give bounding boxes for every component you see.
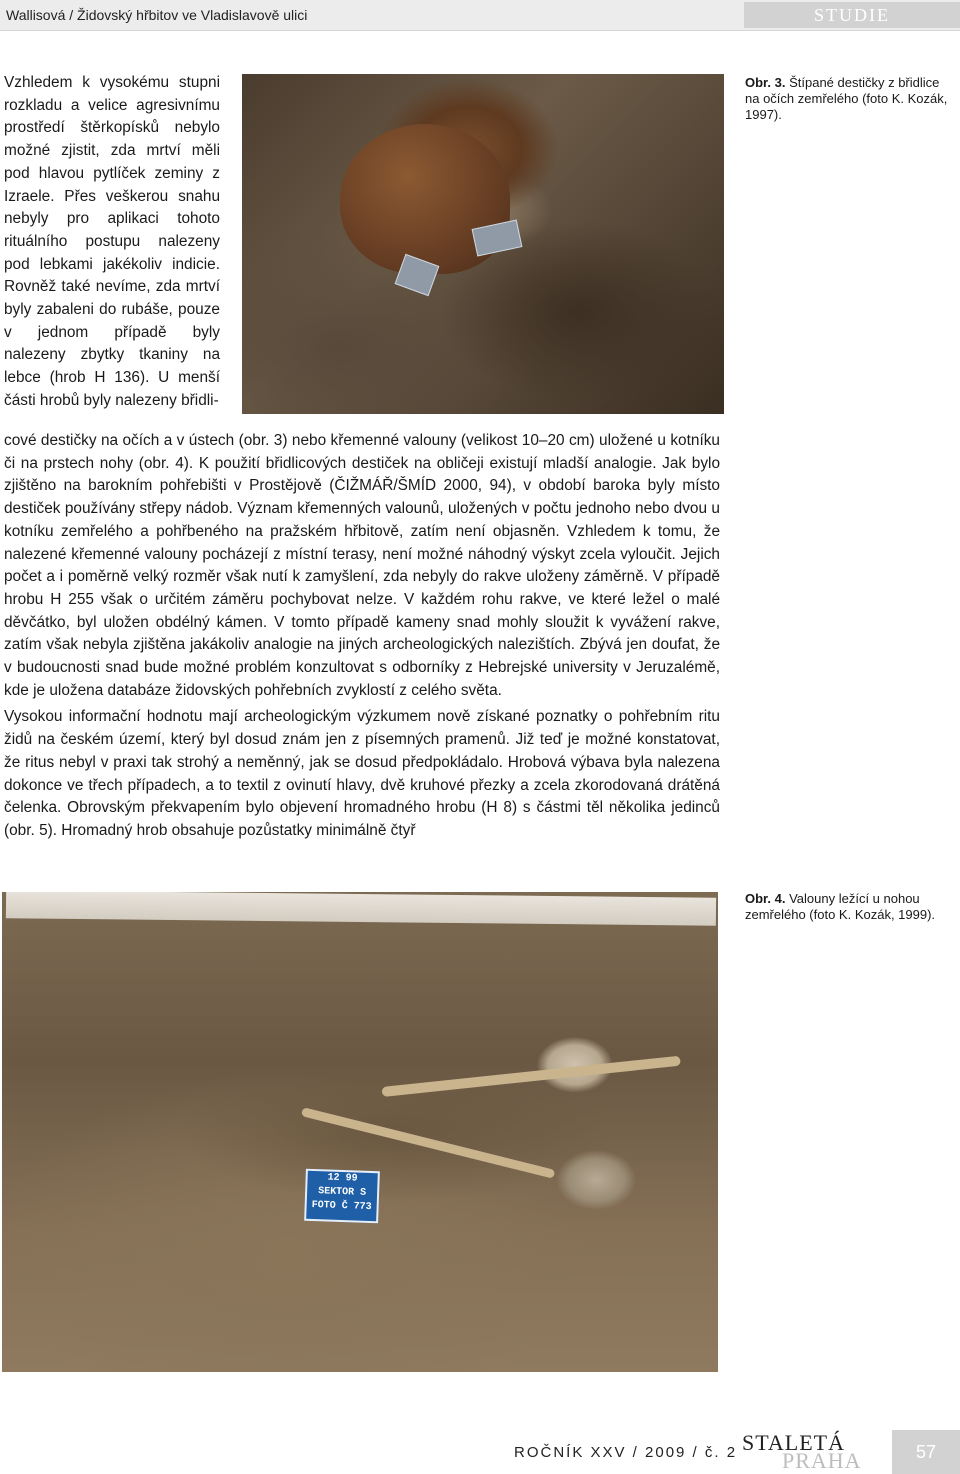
running-title: Wallisová / Židovský hřbitov ve Vladislavově ulici bbox=[6, 7, 308, 23]
volume-info: ROČNÍK XXV / 2009 / č. 2 bbox=[514, 1444, 738, 1461]
figure-4-text: Valouny ležící u nohou zemřelého (foto K. Kozák, 1999). bbox=[745, 891, 936, 922]
figure-4-photo bbox=[2, 892, 718, 1372]
paragraph-2: Vysokou informační hodnotu mají archeologickým výzkumem nově získané poznatky o pohřebním ritu židů na českém území, který byl dosud znám jen z písemných pramenů. Již teď je možné konstatovat, že ritus nebyl v praxi tak strohý a neměnný, jak se dosud předpokládalo. Hrobová výbava byla nalezena dokonce ve třech případech, a to textil z ovinutí hlavy, dvě kruhové přezky a zcela zkorodovaná drátěná čelenka. Obrovským překvapením bylo objevení hromadného hrobu (H 8) s částmi těl několika jedinců (obr. 5). Hromadný hrob obsahuje pozůstatky minimálně čtyř bbox=[4, 708, 720, 839]
page-number: 57 bbox=[892, 1430, 960, 1474]
tag-line: FOTO Č 773 bbox=[311, 1199, 372, 1214]
section-tag: STUDIE bbox=[744, 2, 960, 28]
figure-3-photo bbox=[242, 74, 724, 414]
paragraph-1: cové destičky na očích a v ústech (obr. 3) nebo křemenné valouny (velikost 10–20 cm) uložené u kotníku či na prstech nohy (obr. 4). K použití břidlicových destiček na obličeji existují mladší analogie. Jak bylo zjištěno na barokním pohřebišti v Prostějově (ČIŽMÁŘ/ŠMÍD 2000, 94), v období baroka byly místo destiček používány střepy nádob. Význam křemenných valounů, uložených v počtu jednoho nebo dvou u kotníku zemřelého a pohřbeného na pražském hřbitově, zatím není objasněn. Vzhledem k tomu, že nalezené křemenné valouny pocházejí z místní terasy, není možné náhodný výskyt zcela vyloučit. Jejich počet a i poměrně velký rozměr však nutí k zamyšlení, zda nebyly do rakve uloženy záměrně. V případě hrobu H 255 však o určitém záměru pochybovat nelze. V každém rohu rakve, ve které ležel o malé děvčátko, byl uložen obdélný kámen. V tomto případě kameny snad mohly sloužit k vyvážení rakve, zatím však nebyla zjištěna jakákoliv analogie na jiných archeologických nalezištích. Zbývá jen doufat, že v budoucnosti snad bude možné problém konzultovat s odborníky z Hebrejské university v Jeruzalémě, kde je uložena databáze židovských pohřebních zvyklostí z celého světa. bbox=[4, 432, 720, 699]
wooden-board bbox=[6, 892, 716, 926]
tag-line: SEKTOR S bbox=[317, 1186, 367, 1199]
tag-line: 12 99 bbox=[327, 1172, 358, 1185]
page-header bbox=[0, 0, 960, 31]
wrap-paragraph: Vzhledem k vysokému stupni rozkladu a velice agresivnímu prostředí štěrkopísků nebylo možné zjistit, zda mrtví měli pod hlavou pytlíček zeminy z Izraele. Přes veškerou snahu nebyly pro aplikaci tohoto rituálního postupu nalezeny pod lebkami jakékoliv indicie. Rovněž také nevíme, zda mrtví byly zabaleni do rubáše, pouze v jednom případě byly nalezeny zbytky tkaniny na lebce (hrob H 136). U menší části hrobů byly nalezeny břidli- bbox=[4, 74, 220, 409]
leg-bone bbox=[381, 1056, 680, 1097]
figure-3-text: Štípané destičky z břidlice na očích zemřelého (foto K. Kozák, 1997). bbox=[745, 75, 948, 122]
photo-tag-card bbox=[304, 1169, 380, 1224]
figure-3-caption bbox=[745, 75, 957, 123]
figure-4-caption bbox=[745, 891, 957, 923]
figure-4-label: Obr. 4. bbox=[745, 891, 786, 906]
logo-bottom-word: PRAHA bbox=[782, 1448, 862, 1473]
main-text bbox=[4, 430, 720, 847]
logo-top-word: STALETÁ bbox=[742, 1430, 846, 1455]
leg-bone bbox=[301, 1107, 555, 1179]
journal-logo bbox=[742, 1430, 870, 1474]
figure-3-label: Obr. 3. bbox=[745, 75, 786, 90]
